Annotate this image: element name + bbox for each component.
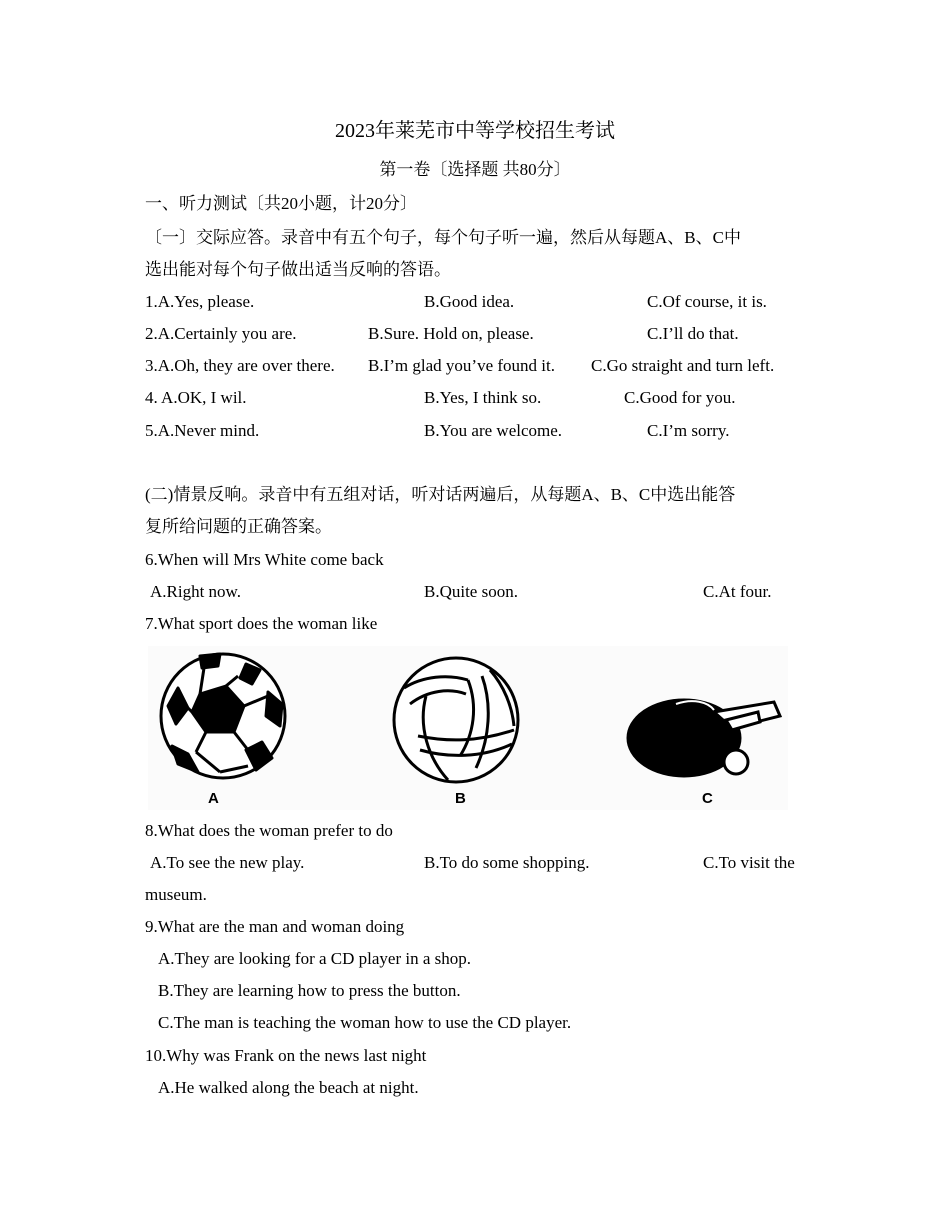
q1-option-a: 1.A.Yes, please.: [145, 292, 255, 311]
picture-label-a: A: [208, 790, 219, 807]
q6-option-b: B.Quite soon.: [424, 582, 518, 601]
q9-option-c: C.The man is teaching the woman how to use the CD player.: [158, 1013, 572, 1032]
q10-option-a: A.He walked along the beach at night.: [158, 1078, 419, 1097]
part1-instruction-line2: 选出能对每个句子做出适当反响的答语。: [145, 260, 451, 279]
soccer-ball-icon: [161, 654, 285, 778]
q6-option-a: A.Right now.: [150, 582, 241, 601]
volume-subtitle: 第一卷〔选择题 共80分〕: [379, 160, 571, 179]
q3-option-c: C.Go straight and turn left.: [591, 356, 775, 375]
part2-instruction-line2: 复所给问题的正确答案。: [145, 517, 332, 536]
q6-stem: 6.When will Mrs White come back: [145, 550, 384, 569]
q5-option-a: 5.A.Never mind.: [145, 421, 260, 440]
q10-stem: 10.Why was Frank on the news last night: [145, 1046, 427, 1065]
q9-option-b: B.They are learning how to press the button.: [158, 981, 461, 1000]
q8-option-a: A.To see the new play.: [150, 853, 305, 872]
q5-option-b: B.You are welcome.: [424, 421, 563, 440]
q2-option-a: 2.A.Certainly you are.: [145, 324, 297, 343]
q1-option-b: B.Good idea.: [424, 292, 515, 311]
volleyball-icon: [394, 658, 518, 782]
part1-instruction-line1: 〔一〕交际应答。录音中有五个句子，每个句子听一遍，然后从每题A、B、C中: [145, 228, 741, 247]
q7-stem: 7.What sport does the woman like: [145, 614, 378, 633]
q8-option-b: B.To do some shopping.: [424, 853, 590, 872]
exam-title: 2023年莱芜市中等学校招生考试: [335, 120, 615, 142]
q9-stem: 9.What are the man and woman doing: [145, 917, 405, 936]
q9-option-a: A.They are looking for a CD player in a shop.: [158, 949, 471, 968]
q4-option-a: 4. A.OK, I wil.: [145, 388, 247, 407]
section-heading: 一、听力测试〔共20小题，计20分〕: [145, 194, 417, 213]
part2-instruction-line1: (二)情景反响。录音中有五组对话，听对话两遍后，从每题A、B、C中选出能答: [145, 485, 736, 504]
q3-option-a: 3.A.Oh, they are over there.: [145, 356, 335, 375]
q4-option-b: B.Yes, I think so.: [424, 388, 542, 407]
q5-option-c: C.I’m sorry.: [647, 421, 730, 440]
q8-option-c: C.To visit the: [703, 853, 795, 872]
picture-label-b: B: [455, 790, 466, 807]
q8-stem: 8.What does the woman prefer to do: [145, 821, 393, 840]
q2-option-c: C.I’ll do that.: [647, 324, 739, 343]
q6-option-c: C.At four.: [703, 582, 772, 601]
ping-pong-ball-icon: [724, 750, 748, 774]
q2-option-b: B.Sure. Hold on, please.: [368, 324, 534, 343]
q1-option-c: C.Of course, it is.: [647, 292, 767, 311]
ping-pong-paddle-icon: [628, 700, 780, 776]
picture-label-c: C: [702, 790, 713, 807]
q4-option-c: C.Good for you.: [624, 388, 736, 407]
q8-option-c-continued: museum.: [145, 885, 207, 904]
q3-option-b: B.I’m glad you’ve found it.: [368, 356, 555, 375]
sports-picture: [148, 646, 788, 810]
